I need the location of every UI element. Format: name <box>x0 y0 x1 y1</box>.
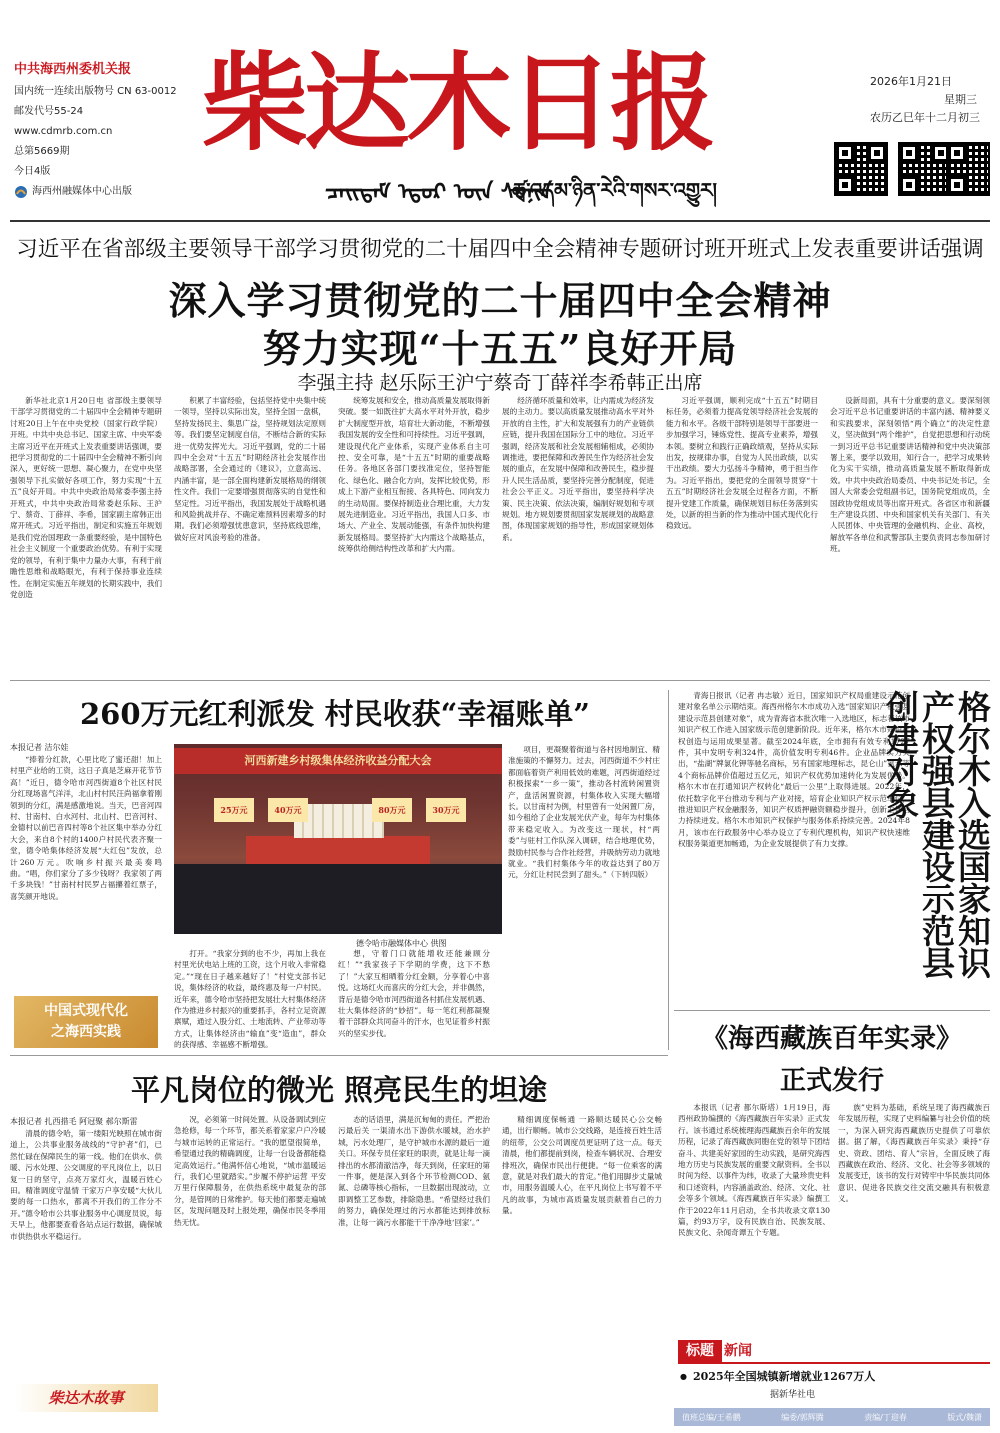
brief-tag-2: 新闻 <box>724 1343 752 1359</box>
organ-label: 中共海西州委机关报 <box>14 62 132 77</box>
qr-code[interactable] <box>946 142 990 196</box>
footer-chief-editor: 责编/丁迎春 <box>864 1412 907 1422</box>
lead-column: 新华社北京1月20日电 省部级主要领导干部学习贯彻党的二十届四中全会精神专题研讨班20日上午在中央党校（国家行政学院）开班。中共中央总书记、国家主席、中央军委主席习近平在开班式上发表重要讲话强调，要把学习贯彻党的二十届四中全会精神不断引向深入，更好统一思想、凝心聚力，在党中央坚强领导下扎实做好各项工作，努力实现“十五五”良好开局。中共中央政治局常委李强主持开班式，中共中央政治局常委赵乐际、王沪宁、蔡奇、丁薛祥、李希，国家副主席韩正出席开班式。习近平指出，制定和实施五年规划是我们党治国理政一条重要经验，是中国特色社会主义制度一个重要政治优势。有利于实现党的领导，有利于集中力量办大事，有利于前瞻性思维和战略眼光，有利于保持事业连续性。在制定实施五年规划的长期实践中，我们党创造 <box>10 396 162 599</box>
section-rule <box>10 680 990 681</box>
masthead-mongolian: ᠴᠠᠢᠳᠠᠮ ᠡᠳᠦᠷ ᠦᠨ ᠰᠣᠨᠢᠨ <box>325 179 553 205</box>
story-banner-bottom[interactable]: 柴达木故事 <box>14 1384 158 1412</box>
lead-column: 积累了丰富经验，包括坚持党中央集中统一领导，坚持以实际出发，坚持全国一盘棋，坚持发扬民主、集思广益，坚持规划法定原则等。我们要坚定制度自信，不断结合新的实际进一优势发挥光大。习近平强调，党的二十届四中全会对“十五五”时期经济社会发展作出战略部署，全会通过的《建议》，立意高远、内涵丰富，是一部全面构建新发展格局的纲领性文件。我们一定要增强贯彻落实的自觉性和坚定性。习近平指出，我国发展处于战略机遇和风险挑战并存、不确定难预料因素增多的时期。我们必须增强忧患意识，坚持底线思维，做好应对风浪考验的准备。 <box>174 396 326 542</box>
ip-body: 青海日报讯（记者 冉志敏）近日，国家知识产权局重建设示范创建对象名单公示期结束。海西州格尔木市成功入选“国家知识产权强县建设示范县创建对象”，成为青海省本批次唯一入选地区，标志着该市知识产权工作进入国家级示范创建新阶段。近年来，格尔木市知识产权创造与运用成果显著。截至2024年底，全市拥有有效专利1727件，其中发明专利324件，高价值发明专利46件。企业品牌实力突出，“盐湖”牌氯化钾等驰名商标，另有国家地理标志，昆仑山”氨水等4个商标品牌价值超过五亿元，知识产权优势加速转化为发展优势。格尔木市在打通知识产权转化“最后一公里”上取得进展。2022年，依托数字化平台推动专利与产业对接，培育企业知识产权示范单位，推进知识产权金融服务，知识产权质押融资额稳步提升，创新主体活力持续迸发。格尔木市知识产权保护与服务体系持续完善。2024年8月，该市在行政服务中心举办设立了专利代理机构，知识产权快速维权服务渠道更加畅通，为企业发展提供了有力支撑。 <box>678 691 910 849</box>
brief-tag-1: 标题 <box>678 1340 722 1362</box>
ip-title-text: 格尔木入选国家知识产权强县建设示范县创建对象 <box>881 690 992 978</box>
photo-board: 30万元 <box>426 798 466 822</box>
brief-item[interactable] <box>680 1368 875 1384</box>
dividend-column: 项目，更凝聚着街道与各村因地制宜、精准施策的不懈努力。过去，河西街道不少村庄都面临着资产利用低效的难题，河西街道经过积极探索“一乡一策”，推动各村流转闲置资产，盘活闲置资源，村集体收入实现大幅增长。以甘南村为例，村里曾有一处闲置厂房，如今租给了企业发展光伏产业，每年为村集体带来稳定收入。为改变这一现状，村“两委”与驻村工作队深入调研，结合地理优势，鼓励村民参与合作社经营，并吸纳劳动力就地就业。“我们村集体今年的收益达到了80万元，分红让村民尝到了甜头。”（下转四版） <box>508 745 660 880</box>
masthead-title <box>202 40 712 165</box>
road-column: 况，必须第一时间处置。从设备调试到应急抢修，每一个环节，都关系着家家户户冷暖与城市运转的正常运行。“我的愿望很简单，希望通过我的精确调度，让每一台设备都能稳定高效运行。”他满怀信心地说，“城市温暖运行，我们心里就踏实。”步履不停护运营 平安万里行保障服务，在供热系统中最复杂的部分，是管网的日常维护。每天他们都要走遍城区，发现问题及时上报处理，确保市民冬季用热无忧。 <box>174 1115 326 1227</box>
website-link[interactable]: www.cdmrb.com.cn <box>14 126 113 137</box>
lead-column: 设新局面，具有十分重要的意义。要深刻领会习近平总书记重要讲话的丰富内涵、精神要义和实践要求，深刻领悟“两个确立”的决定性意义，坚决做到“两个维护”，自觉把思想和行动统一到习近平总书记重要讲话精神和党中央决策部署上来，要学以致用，知行合一，把学习成果转化为实干实绩，推动高质量发展不断取得新成效。中共中央政治局委员、中央书记处书记，全国人大常委会党组副书记，国务院党组成员，全国政协党组成员等出席开班式。各省区市和新疆生产建设兵团、中央和国家机关有关部门、有关人民团体、中央管理的金融机构、企业、高校，解放军各单位和武警部队主要负责同志参加研讨班。 <box>830 396 990 554</box>
lead-column: 经济循环质量和效率，让内需成为经济发展的主动力。要以高质量发展推动高水平对外开放的自主性，扩大和发展强有力的产业链供应链，提升我国在国际分工中的地位。习近平强调，经济发展和社会发展相辅相成，必须协调推进，要把保障和改善民生作为经济社会发展的重点，在发展中保障和改善民生，稳步提升人民生活品质，要坚持完善分配制度，促进社会公平正义。习近平指出，要坚持科学决策、民主决策、依法决策，编制好规划和专项规划。地方规划要贯彻国家发展规划的战略意图，体现国家规划的指导性，形成国家规划体系。 <box>502 396 654 542</box>
masthead-tibetan: ཚྭ་འདམ་ཉིན་རེའི་གསར་འགྱུར། <box>512 178 717 202</box>
photo-banner: 河西新建乡村级集体经济收益分配大会 <box>174 748 502 774</box>
section-rule <box>674 1010 990 1011</box>
qr-code[interactable] <box>834 142 888 196</box>
brief-source: 据新华社电 <box>770 1390 816 1400</box>
publisher <box>14 184 132 199</box>
lead-subtitle: 李强主持 赵乐际王沪宁蔡奇丁薛祥李希韩正出席 <box>297 372 703 394</box>
record-title-line1: 《海西藏族百年实录》 <box>701 1024 962 1054</box>
photo-table <box>246 836 430 864</box>
photo-board: 40万元 <box>268 798 308 822</box>
road-column: 精细调度保畅通 一路顺达暖民心公交畅通，出行顺畅。城市公交线路，是连接百姓生活的纽带，公交公司调度员更证明了这一点。每天清晨，他们都提前到岗，检查车辆状况、合理安排班次，确保市民出行便捷。“每一位乘客的满意，就是对我们最大的肯定。”他们用脚步丈量城市，用服务温暖人心，在平凡岗位上书写着不平凡的故事，为城市高质量发展贡献着自己的力量。 <box>502 1115 662 1216</box>
road-byline: 本报记者 扎西措毛 阿冠聚 郝尔斯雷 <box>10 1117 138 1126</box>
issue-number: 总第5669期 <box>14 146 70 157</box>
photo-audience <box>174 864 502 934</box>
lead-title-line2: 努力实现“十五五”良好开局 <box>262 326 738 371</box>
road-column: 态的话语里，满是沉甸甸的责任。严把治污最后关 一渠清水出下游供水暖城，治水护城，污水处理厂，是守护城市水源的最后一道关口。环保专员任家旺的职责，就是让每一滴排出的水都清澈洁净，每天到岗，任家旺的第一件事，便是深入到各个环节检测COD、氨氮、总磷等核心指标，一旦数据出现波动，立即调整工艺参数，排除隐患。“希望经过我们的努力，确保处理过的污水都能达到排放标准，让每一滴污水都能干干净净地‘回家’。” <box>338 1115 490 1227</box>
dividend-photo <box>174 744 502 934</box>
dividend-byline: 本报记者 洁尔娃 <box>10 743 69 752</box>
banner-line1: 中国式现代化 <box>44 1003 128 1019</box>
cn-number: 国内统一连续出版物号 CN 63-0012 <box>14 86 177 97</box>
issue-date: 2026年1月21日 <box>870 75 952 88</box>
dividend-title: 260万元红利派发 村民收获“幸福账单” <box>80 697 590 731</box>
publisher-logo-icon <box>14 185 28 199</box>
ip-title <box>881 690 992 1005</box>
publisher-name: 海西州融媒体中心出版 <box>32 186 132 197</box>
lead-column: 统筹发展和安全，推动高质量发展取得新突破。要一如既往扩大高水平对外开放，稳步扩大制度型开放，培育壮大新动能，不断增强我国发展的安全性和可持续性。习近平强调，建设现代化产业体系，实现产业体系自主可控、安全可靠，是“十五五”时期的重要战略任务。各地区各部门要找准定位，坚持智能化、绿色化、融合化方向，发挥比较优势，形成上下游产业相互衔接、各具特色、同向发力的生动局面。要保持制造业合理比重，大力发展先进制造业。习近平指出，我国人口多、市场大、产业全、发展动能强，有条件加快构建新发展格局。要坚持扩大内需这个战略基点，统筹供给侧结构性改革和扩大内需。 <box>338 396 490 554</box>
brief-item-text: 2025年全国城镇新增就业1267万人 <box>692 1370 876 1383</box>
column-rule <box>668 690 669 1050</box>
bullet-icon: ● <box>680 1371 687 1381</box>
masthead-rule <box>10 220 990 222</box>
photo-board: 80万元 <box>372 798 412 822</box>
banner-line2: 之海西实践 <box>51 1024 121 1040</box>
lead-kicker: 习近平在省部级主要领导干部学习贯彻党的二十届四中全会精神专题研讨班开班式上发表重要讲话强调 <box>16 237 984 262</box>
footer-credits <box>674 1408 990 1426</box>
photo-credit: 德令哈市融媒体中心 供图 <box>356 939 447 948</box>
weekday: 星期三 <box>944 93 977 106</box>
modernization-banner[interactable] <box>14 996 158 1048</box>
lead-column: 习近平强调，顺利完成“十五五”时期目标任务，必须着力提高党领导经济社会发展的能力和水平。各级干部特别是领导干部要进一步加强学习，锤炼党性、提高专业素养，增强本领。要树立和践行正确政绩观，坚持从实际出发，按规律办事，自觉为人民出政绩，以实干出政绩。要大力弘扬斗争精神，勇于担当作为。习近平指出，要把党的全面领导贯穿“十五五”时期经济社会发展全过程各方面，不断提升党建工作质量，确保规划目标任务落到实处，以新的担当新的作为推动中国式现代化行稳致远。 <box>666 396 818 531</box>
dividend-column: 想，守着门口就能增收还能兼顾分红！”“我家孩子下学期的学费，这下不愁了！”大家互相晒着分红金额，分享着心中喜悦。这场红火而喜庆的分红大会，并非偶然，背后是德令哈市河西街道各村抓住发展机遇、壮大集体经济的“妙招”。每一笔红利都凝聚着干部群众共同奋斗的汗水，也见证着乡村振兴的坚实步伐。 <box>338 949 490 1038</box>
footer-layout: 版式/魏潇 <box>947 1412 982 1422</box>
lunar-date: 农历乙巳年十二月初三 <box>870 111 980 124</box>
road-column: 清晨的德令哈，第一缕阳光映照在城市街道上，公共事业服务战线的“守护者”们，已然忙碌在保障民生的第一线。他们在供水、供暖、污水处理、公交调度的平凡岗位上，以日复一日的坚守，点亮万家灯火，温暖百姓心田。精准调度守温情 干家万户享安暖“大伙儿要的每一口热水，都离不开我们的工作分不开。”德令哈市公共事业服务中心调度员说，每天早上，他都要查看各站点运行数据，确保城市供热供水平稳运行。 <box>10 1129 162 1241</box>
qr-code[interactable] <box>898 142 952 196</box>
record-title-line2: 正式发行 <box>779 1066 884 1096</box>
section-rule <box>10 1055 668 1056</box>
dividend-column: “捧着分红款，心里比吃了蜜还甜！加上村里产业给的工资，这日子真是芝麻开花节节高！”近日，德令哈市河西街道8个社区村民分红现场喜气洋洋，北山村村民汪尚福拿着刚领到的分红，满是感激地说。当天，巴音河四村、甘南村、白水河村、北山村、巴音河村、金德村以前巴音四村等8个社区集中举办分红大会，来自8个村的1400户村民代表齐聚一堂，德令哈集体经济发展“大红包”发放，总计260万元。吹响乡村振兴最美奏鸣曲。“唱，你们家分了多少钱呀？我家领了两千多块钱！”甘南村村民罗占福攥着红票子，喜笑颜开地说。 <box>10 755 162 901</box>
record-column: 本报讯（记者 都尔斯塔）1月19日，海西州政协编撰的《海西藏族百年实录》正式发行。该书通过系统梳理海西藏族百余年的发展历程，记录了海西藏族同胞在党的领导下团结奋斗、共建美好家园的生动实践，是研究海西地方历史与民族发展的重要文献资料。全书以时间为经、以事件为纬，收录了大量珍贵史料和口述资料，内容涵盖政治、经济、文化、社会等多个领域。《海西藏族百年实录》编撰工作于2022年11月启动，全书共收录文章130篇，约93万字，设有民族自治、民族发展、民族文化、杂闻奇谭五个专题。 <box>678 1103 830 1238</box>
footer-duty-editor: 值班总编/王希鹏 <box>682 1412 741 1422</box>
postal-code: 邮发代号55-24 <box>14 106 84 117</box>
record-column: 族”史料为基础，系统呈现了海西藏族百年发展历程，实现了史料编纂与社会价值的统一，为深入研究海西藏族历史提供了可靠依据。据了解，《海西藏族百年实录》秉持“存史、资政、团结、育人”宗旨，全面反映了海西藏族在政治、经济、文化、社会等多领域的发展变迁，该书的发行对铸牢中华民族共同体意识、促进各民族交往交流交融具有积极意义。 <box>838 1103 990 1204</box>
photo-board: 25万元 <box>214 798 254 822</box>
footer-editor: 编委/郭辉腾 <box>781 1412 824 1422</box>
road-title: 平凡岗位的微光 照亮民生的坦途 <box>130 1073 548 1107</box>
page-count: 今日4版 <box>14 166 51 177</box>
dividend-column: 打开。“我家分到的也不少，再加上我在村里光伏电站上班的工资，这个月收入非常稳定。”“现在日子越来越好了！”村党支部书记说，集体经济的收益，最终惠及每一户村民。近年来，德令哈市坚持把发展壮大村集体经济作为推进乡村振兴的重要抓手，各村立足资源禀赋，通过入股分红、土地流转、产业带动等方式，让集体经济由“输血”变“造血”，群众的获得感、幸福感不断增强。 <box>174 949 326 1050</box>
brief-news-header <box>678 1340 990 1364</box>
masthead-title-text: 柴达木日报 <box>202 40 712 165</box>
lead-title-line1: 深入学习贯彻党的二十届四中全会精神 <box>168 278 832 323</box>
